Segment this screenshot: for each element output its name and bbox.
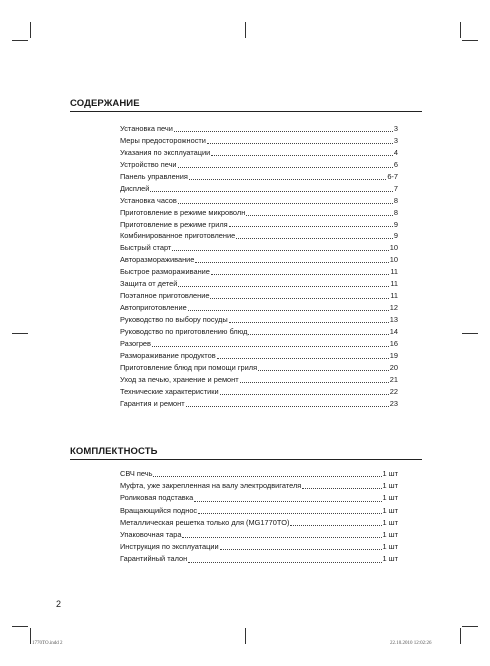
entry-label: Установка печи xyxy=(120,124,173,133)
entry-label: Комбинированное приготовление xyxy=(120,231,236,241)
crop-mark xyxy=(460,628,461,644)
entry-page-number: 11 xyxy=(390,267,398,277)
kit-entry xyxy=(120,505,398,517)
kit-entry xyxy=(120,553,398,565)
dot-leader xyxy=(178,166,393,168)
dot-leader xyxy=(150,190,392,192)
contents-entry xyxy=(120,314,398,326)
entry-page-number: 19 xyxy=(389,350,398,360)
dot-leader xyxy=(195,261,388,263)
dot-leader xyxy=(188,309,389,311)
entry-page-number: 11 xyxy=(390,291,398,301)
entry-page-number: 8 xyxy=(393,207,398,217)
entry-page-number: 12 xyxy=(389,303,398,313)
dot-leader xyxy=(211,154,393,156)
entry-label: Приготовление блюд при помощи гриля xyxy=(120,362,258,372)
dot-leader xyxy=(198,512,381,514)
crop-mark xyxy=(12,40,28,41)
entry-page-number: 8 xyxy=(393,195,398,205)
entry-label: Уход за печью, хранение и ремонт xyxy=(120,374,239,384)
contents-entry xyxy=(120,302,398,314)
dot-leader xyxy=(229,321,389,323)
dot-leader xyxy=(189,178,386,180)
entry-page-number: 4 xyxy=(393,147,398,157)
entry-label: Автоприготовление xyxy=(120,303,187,313)
dot-leader xyxy=(302,487,381,489)
entry-label: Поэтапное приготовление xyxy=(120,291,210,301)
contents-entry xyxy=(120,135,398,147)
entry-label: Быстрое размораживание xyxy=(120,267,210,277)
crop-mark xyxy=(245,628,246,644)
entry-page-number: 23 xyxy=(389,398,398,408)
contents-entry xyxy=(120,159,398,171)
crop-mark xyxy=(30,628,31,644)
kit-entry xyxy=(120,468,398,480)
dot-leader xyxy=(248,333,388,335)
contents-entry xyxy=(120,278,398,290)
entry-label: Панель управления xyxy=(120,171,188,181)
contents-entry xyxy=(120,230,398,242)
dot-leader xyxy=(240,381,389,383)
kit-entry xyxy=(120,517,398,529)
dot-leader xyxy=(229,225,393,227)
dot-leader xyxy=(217,357,389,359)
entry-label: Авторазмораживание xyxy=(120,255,195,265)
contents-entry xyxy=(120,266,398,278)
entry-page-number: 14 xyxy=(389,326,398,336)
kit-entry xyxy=(120,541,398,553)
entry-label: Приготовление в режиме микроволн xyxy=(120,207,246,217)
entry-quantity: 1 шт xyxy=(382,493,398,503)
entry-label: Разогрев xyxy=(120,338,151,348)
print-slug-file: 1770TO.indd 2 xyxy=(32,641,63,646)
kit-entry xyxy=(120,529,398,541)
entry-label: Быстрый старт xyxy=(120,243,172,253)
contents-entry xyxy=(120,147,398,159)
entry-label: СВЧ печь xyxy=(120,469,153,478)
entry-label: Руководство по выбору посуды xyxy=(120,315,228,324)
contents-entry xyxy=(120,254,398,266)
crop-mark xyxy=(245,22,246,38)
entry-label: Роликовая подставка xyxy=(120,493,194,503)
entry-label: Инструкция по эксплуатации xyxy=(120,542,219,552)
entry-label: Меры предосторожности xyxy=(120,135,206,145)
crop-mark xyxy=(462,626,478,627)
contents-entry xyxy=(120,219,398,231)
contents-list xyxy=(120,123,398,410)
entry-quantity: 1 шт xyxy=(382,481,398,491)
entry-label: Руководство по приготовлению блюд xyxy=(120,326,248,336)
kit-entry xyxy=(120,480,398,492)
dot-leader xyxy=(211,273,389,275)
dot-leader xyxy=(207,142,393,144)
entry-quantity: 1 шт xyxy=(382,554,398,564)
entry-label: Защита от детей xyxy=(120,279,178,289)
dot-leader xyxy=(153,475,381,477)
entry-page-number: 6-7 xyxy=(387,171,398,181)
contents-entry xyxy=(120,398,398,410)
entry-label: Упаковочная тара xyxy=(120,529,182,539)
entry-page-number: 22 xyxy=(389,386,398,396)
contents-entry xyxy=(120,326,398,338)
contents-title: СОДЕРЖАНИЕ xyxy=(70,98,422,112)
entry-page-number: 13 xyxy=(389,315,398,324)
dot-leader xyxy=(290,524,381,526)
kit-list xyxy=(120,468,398,566)
entry-page-number: 3 xyxy=(393,135,398,145)
entry-quantity: 1 шт xyxy=(382,505,398,515)
crop-mark xyxy=(12,626,28,627)
dot-leader xyxy=(178,285,389,287)
entry-label: Установка часов xyxy=(120,195,177,205)
kit-title: КОМПЛЕКТНОСТЬ xyxy=(70,446,422,460)
crop-mark xyxy=(12,333,28,334)
entry-page-number: 16 xyxy=(389,338,398,348)
entry-label: Размораживание продуктов xyxy=(120,350,216,360)
entry-page-number: 9 xyxy=(393,231,398,241)
entry-page-number: 10 xyxy=(389,243,398,253)
page-number: 2 xyxy=(56,599,62,609)
entry-page-number: 6 xyxy=(393,159,398,169)
dot-leader xyxy=(174,130,393,132)
contents-entry xyxy=(120,362,398,374)
entry-label: Приготовление в режиме гриля xyxy=(120,219,228,229)
dot-leader xyxy=(258,369,389,371)
contents-entry xyxy=(120,195,398,207)
entry-quantity: 1 шт xyxy=(382,529,398,539)
dot-leader xyxy=(182,536,381,538)
entry-quantity: 1 шт xyxy=(382,469,398,478)
print-slug-date: 22.10.2010 12:02:26 xyxy=(390,641,432,646)
crop-mark xyxy=(462,40,478,41)
entry-label: Муфта, уже закрепленная на валу электродвигателя xyxy=(120,481,302,491)
entry-page-number: 20 xyxy=(389,362,398,372)
entry-label: Технические характеристики xyxy=(120,386,219,396)
entry-label: Металлическая решетка только для (MG1770TO) xyxy=(120,517,290,527)
contents-entry xyxy=(120,207,398,219)
contents-entry xyxy=(120,242,398,254)
dot-leader xyxy=(178,202,393,204)
contents-entry xyxy=(120,374,398,386)
kit-entry xyxy=(120,492,398,504)
dot-leader xyxy=(210,297,389,299)
dot-leader xyxy=(236,237,393,239)
entry-label: Гарантия и ремонт xyxy=(120,398,185,408)
entry-page-number: 3 xyxy=(393,124,398,133)
entry-quantity: 1 шт xyxy=(382,517,398,527)
crop-mark xyxy=(30,22,31,38)
contents-entry xyxy=(120,290,398,302)
entry-label: Устройство печи xyxy=(120,159,177,169)
entry-label: Вращающийся поднос xyxy=(120,505,198,515)
dot-leader xyxy=(246,214,393,216)
contents-entry xyxy=(120,171,398,183)
dot-leader xyxy=(220,393,389,395)
dot-leader xyxy=(194,500,381,502)
dot-leader xyxy=(220,548,382,550)
entry-quantity: 1 шт xyxy=(382,542,398,552)
entry-page-number: 21 xyxy=(389,374,398,384)
entry-page-number: 11 xyxy=(390,279,398,289)
contents-entry xyxy=(120,338,398,350)
contents-entry xyxy=(120,123,398,135)
contents-entry xyxy=(120,350,398,362)
crop-mark xyxy=(460,22,461,38)
dot-leader xyxy=(152,345,389,347)
contents-entry xyxy=(120,386,398,398)
entry-page-number: 7 xyxy=(393,183,398,193)
contents-entry xyxy=(120,183,398,195)
dot-leader xyxy=(172,249,388,251)
entry-label: Гарантийный талон xyxy=(120,554,188,564)
crop-mark xyxy=(462,333,478,334)
entry-page-number: 9 xyxy=(393,219,398,229)
dot-leader xyxy=(186,405,389,407)
entry-label: Указания по эксплуатации xyxy=(120,147,211,157)
dot-leader xyxy=(188,561,381,563)
entry-page-number: 10 xyxy=(389,255,398,265)
entry-label: Дисплей xyxy=(120,183,150,193)
